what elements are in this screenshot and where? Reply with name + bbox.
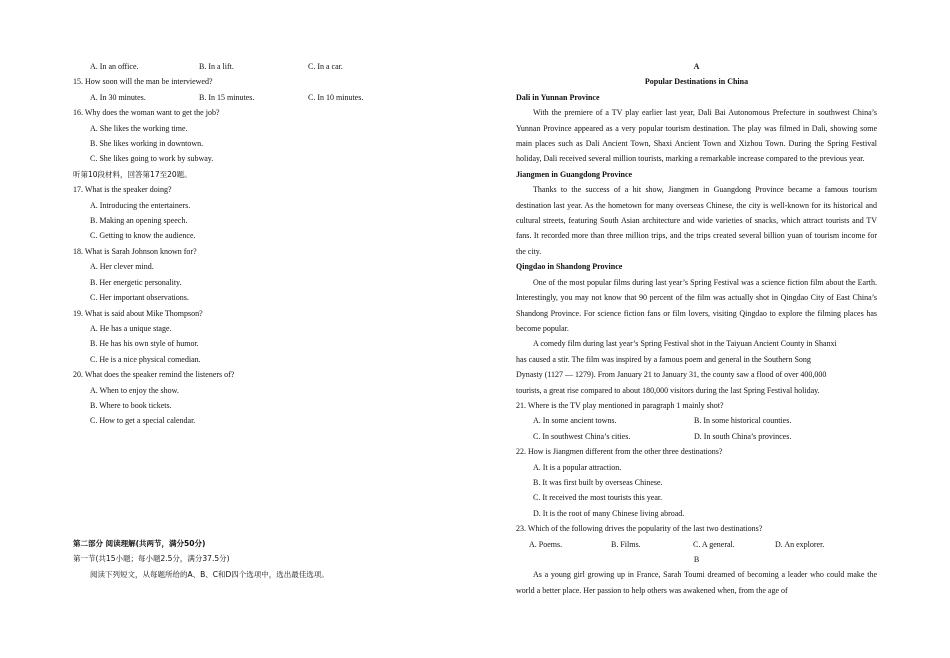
right-column [516, 59, 877, 598]
q23-options-row [516, 537, 877, 552]
q15-options [73, 90, 403, 105]
option: C. How to get a special calendar. [90, 416, 196, 426]
option: B. Her energetic personality. [90, 277, 182, 287]
paragraph-qingdao: One of the most popular films during last year’s Spring Festival was a science fiction film about the Earth. Interestingly, you may not know that 90 percent of the film was actually shot in Qingdao City of East China’s Shandong Province. For science fiction fans or film lovers, visiting Qingdao to explore the filming places has become popular. [516, 277, 877, 333]
passage-b-label: B [693, 555, 700, 564]
question-stem: 21. Where is the TV play mentioned in paragraph 1 mainly shot? [516, 400, 724, 410]
paragraph-jiangmen: Thanks to the success of a hit show, Jiangmen in Guangdong Province became a famous tourism destination last year. As the hometown for many overseas Chinese, the city is well-known for its historical and cultural streets, featuring South Asian architecture and wide varieties of snacks, which attract tourists and TV fans. It recorded more than three million trips, and the trips created several billion yuan of tourism income for the city. [516, 185, 877, 256]
q21-options-row [516, 429, 877, 444]
option: B. He has his own style of humor. [90, 339, 199, 349]
option: C. In a car. [308, 62, 343, 71]
question-stem: 15. How soon will the man be interviewed? [73, 77, 213, 87]
q14-options [73, 59, 403, 74]
option: C. In 10 minutes. [308, 92, 364, 102]
option: D. In south China’s provinces. [694, 431, 792, 441]
paragraph-line: has caused a stir. The film was inspired by a famous poem and general in the Southern Song [516, 354, 811, 364]
paragraph-line: tourists, a great rise compared to about 180,000 visitors during the last Spring Festival holiday. [516, 385, 820, 395]
option: A. When to enjoy the show. [90, 385, 179, 395]
paragraph-line: Dynasty (1127 — 1279). From January 21 to January 31, the county saw a flood of over 400,000 [516, 370, 827, 380]
option: C. He is a nice physical comedian. [90, 354, 201, 364]
option: A. It is a popular attraction. [533, 462, 622, 472]
option: A. Introducing the entertainers. [90, 200, 191, 210]
reading-instruction: 阅读下列短文，从每题所给的A、B、C和D四个选项中，选出最佳选项。 [90, 569, 329, 579]
paragraph-passage-b: As a young girl growing up in France, Sarah Toumi dreamed of becoming a leader who could make the world a better place. Her passion to help others was awakened when, from the age of [516, 570, 877, 595]
section-heading-jiangmen: Jiangmen in Guangdong Province [516, 169, 633, 179]
q21-options-row [516, 413, 877, 428]
question-stem: 16. Why does the woman want to get the job? [73, 108, 220, 118]
passage-a-label: A [693, 62, 700, 71]
section-heading-dali: Dali in Yunnan Province [516, 92, 600, 102]
paragraph-dali: With the premiere of a TV play earlier last year, Dali Bai Autonomous Prefecture in southwest China’s Yunnan Province appeared as a very popular tourism destination. The play was filmed in Dali, showing some main places such as Dali Ancient Town, Shaxi Ancient Town and Xizhou Town. During the Spring Festival holiday, Dali received several million tourists, marking a remarkable increase compared to the previous year. [516, 108, 877, 164]
option: A. She likes the working time. [90, 123, 188, 133]
question-stem: 23. Which of the following drives the popularity of the last two destinations? [516, 524, 763, 534]
option: C. She likes going to work by subway. [90, 154, 214, 164]
option: B. Making an opening speech. [90, 216, 188, 226]
listening-instruction: 听第10段材料，回答第17至20题。 [73, 169, 192, 179]
option: A. In 30 minutes. [90, 92, 146, 102]
left-column [73, 59, 403, 582]
section-heading-qingdao: Qingdao in Shandong Province [516, 262, 623, 272]
passage-a-title: Popular Destinations in China [644, 77, 749, 87]
option: C. In southwest China’s cities. [533, 431, 631, 441]
option: A. In an office. [90, 62, 139, 71]
option: A. He has a unique stage. [90, 323, 172, 333]
paragraph-line: A comedy film during last year’s Spring Festival shot in the Taiyuan Ancient County in Shanxi [533, 339, 837, 349]
option: A. Poems. [529, 539, 563, 549]
option: B. In 15 minutes. [199, 92, 255, 102]
option: C. Getting to know the audience. [90, 231, 196, 241]
option: B. Where to book tickets. [90, 400, 172, 410]
option: A. Her clever mind. [90, 262, 154, 272]
question-stem: 17. What is the speaker doing? [73, 185, 172, 195]
option: B. Films. [611, 539, 641, 549]
option: B. In some historical counties. [694, 416, 792, 426]
option: D. An explorer. [775, 539, 825, 549]
option: B. It was first built by overseas Chinese. [533, 477, 663, 487]
section1-heading: 第一节(共15小题；每小题2.5分，满分37.5分) [73, 554, 230, 564]
question-stem: 22. How is Jiangmen different from the other three destinations? [516, 447, 723, 457]
part2-heading: 第二部分 阅读理解(共两节，满分50分) [73, 538, 206, 548]
question-stem: 20. What does the speaker remind the listeners of? [73, 370, 235, 380]
option: A. In some ancient towns. [533, 416, 617, 426]
question-stem: 18. What is Sarah Johnson known for? [73, 246, 197, 256]
option: D. It is the root of many Chinese living abroad. [533, 508, 685, 518]
option: B. She likes working in downtown. [90, 139, 204, 149]
option: C. Her important observations. [90, 293, 189, 303]
option: C. A general. [693, 539, 735, 549]
option: B. In a lift. [199, 62, 234, 71]
question-stem: 19. What is said about Mike Thompson? [73, 308, 203, 318]
option: C. It received the most tourists this year. [533, 493, 663, 503]
